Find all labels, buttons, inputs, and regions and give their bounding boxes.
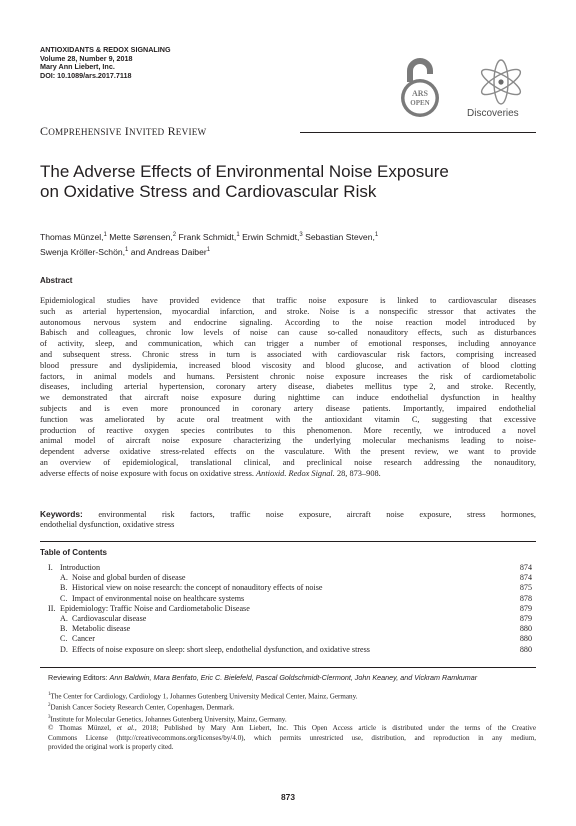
abstract-line: subjects and is even more pronounced in coronary artery disease patients. Importantly, impaired endothelial <box>40 403 536 413</box>
license-notice <box>48 724 536 753</box>
license-line: provided the original work is properly cited. <box>48 743 174 752</box>
toc-item[interactable]: D. Effects of noise exposure on sleep: short sleep, endothelial dysfunction, and oxidative stress 880 <box>60 644 532 654</box>
reviewing-editors <box>48 673 477 682</box>
section-rule <box>300 132 536 133</box>
author: Frank Schmidt,$^1$ <box>178 231 240 242</box>
affiliations <box>48 690 357 724</box>
abstract-line: autonomous nervous system and endocrine signaling. According to the noise reaction model introduced by <box>40 317 536 327</box>
toc-item[interactable]: C. Impact of environmental noise on healthcare systems 878 <box>60 593 532 603</box>
abstract-heading: Abstract <box>40 276 73 285</box>
journal-publisher: Mary Ann Liebert, Inc. <box>40 62 115 72</box>
abstract-line: blood pressure and dyslipidemia, increased blood viscosity and blood glucose, and activation of blood clotting <box>40 360 536 370</box>
discoveries-label: Discoveries <box>467 108 519 119</box>
keywords-line: Keywords: environmental risk factors, traffic noise exposure, aircraft noise exposure, stress hormones, <box>40 509 536 519</box>
journal-name: ANTIOXIDANTS & REDOX SIGNALING <box>40 45 171 54</box>
reviewing-editors-names: Ann Baldwin, Mara Benfato, Eric C. Bielefeld, Pascal Goldschmidt-Clermont, John Keaney, and Vickram Ramkumar <box>109 673 478 682</box>
affiliation: $^1$The Center for Cardiology, Cardiology 1, Johannes Gutenberg University Medical Center, Mainz, Germany. <box>48 692 358 701</box>
abstract-line: of activity, sleep, and communication, which can trigger a number of emotional responses, including annoyance <box>40 339 536 349</box>
author: and Andreas Daiber$^1$ <box>130 246 211 257</box>
abstract-line: diseases, including arterial hypertension, coronary artery disease, diabetes mellitus type 2, and stroke. Recently, <box>40 382 536 392</box>
affiliation: $^2$Danish Cancer Society Research Center, Copenhagen, Denmark. <box>48 703 235 712</box>
abstract-line: we demonstrated that aircraft noise exposure during nighttime can induce endothelial dysfunction in healthy <box>40 393 536 403</box>
author: Sebastian Steven,$^1$ <box>305 231 379 242</box>
affiliation: $^3$Institute for Molecular Genetics, Johannes Gutenberg University, Mainz, Germany. <box>48 714 287 724</box>
keywords-label: Keywords: <box>40 509 83 519</box>
license-line: © Thomas Münzel, et al., 2018; Published by Mary Ann Liebert, Inc. This Open Access article is distributed under the terms of the Creative <box>48 724 536 732</box>
toc-item[interactable]: B. Historical view on noise research: the concept of nonauditory effects of noise 875 <box>60 583 532 593</box>
author: Erwin Schmidt,$^3$ <box>242 231 303 242</box>
toc-item[interactable]: I. Introduction 874 <box>48 563 532 572</box>
toc-item[interactable]: A. Noise and global burden of disease 874 <box>60 573 532 583</box>
author-list <box>40 229 540 259</box>
abstract-line: factors, in animal models and humans. Persistent chronic noise exposure increases the risk of cardiometabolic <box>40 371 536 381</box>
journal-header <box>40 46 171 80</box>
abstract-line: such as arterial hypertension, myocardial infarction, and stroke. Noise is a nonspecific stressor that activates the <box>40 306 536 316</box>
toc-heading: Table of Contents <box>40 548 107 557</box>
abstract-line: production of reactive oxygen species contributes to this phenomenon. More recently, we introduced a novel <box>40 425 536 435</box>
journal-doi: DOI: 10.1089/ars.2017.7118 <box>40 70 132 80</box>
open-access-text-ars: ARS <box>411 89 429 98</box>
abstract-line: Epidemiological studies have provided evidence that traffic noise exposure is linked to cardiovascular diseases <box>40 296 536 305</box>
article-title <box>40 162 540 202</box>
abstract-line: and subsequent stress. Chronic stress in turn is associated with cardiovascular risk factors, comprising increased <box>40 349 536 359</box>
license-line: Commons License (http://creativecommons.org/licenses/by/4.0), which permits unrestricted use, distribution, and reproduction in any medium, <box>48 733 536 742</box>
abstract-line: animal model of aircraft noise exposure characterizing the underlying molecular mechanisms leading to noise- <box>40 436 536 446</box>
section-label: COMPREHENSIVE INVITED REVIEW <box>40 124 207 138</box>
abstract-line: function was ameliorated by acute oral treatment with the antioxidant vitamin C, suggesting that excessive <box>40 414 536 424</box>
title-line-2: on Oxidative Stress and Cardiovascular Risk <box>40 182 377 201</box>
toc-item[interactable]: C. Cancer 880 <box>60 634 532 644</box>
toc-item[interactable]: B. Metabolic disease 880 <box>60 624 532 634</box>
abstract-line: dependent adverse oxidative stress-related effects on the vasculature. With the present review, we want to provide <box>40 447 536 457</box>
keywords <box>40 509 536 531</box>
toc-item[interactable]: A. Cardiovascular disease 879 <box>60 613 532 623</box>
toc-rule-top <box>40 541 536 542</box>
abstract-line: an overview of epidemiological, translational clinical, and preclinical noise research addressing the nonauditory, <box>40 457 536 467</box>
toc-rule-bottom <box>40 667 536 668</box>
citation-journal: Antioxid. Redox Signal. <box>256 468 335 478</box>
table-of-contents <box>40 563 536 655</box>
author: Thomas Münzel,$^1$ <box>40 231 107 242</box>
open-access-lock-icon <box>398 54 442 120</box>
author: Swenja Kröller-Schön,$^1$ <box>40 246 129 257</box>
abstract-line: Babisch and colleagues, chronic low levels of noise can cause so-called nonauditory effects, such as disturbances <box>40 328 536 338</box>
abstract-body <box>40 296 536 480</box>
author: Mette Sørensen,$^2$ <box>109 231 177 242</box>
reviewing-editors-label: Reviewing Editors: <box>48 673 108 682</box>
journal-volume: Volume 28, Number 9, 2018 <box>40 53 133 63</box>
toc-item[interactable]: II. Epidemiology: Traffic Noise and Cardiometabolic Disease 879 <box>48 603 532 613</box>
open-access-text-open: OPEN <box>410 99 430 107</box>
keywords-line: endothelial dysfunction, oxidative stress <box>40 519 175 529</box>
abstract-last-line: adverse effects of noise exposure with focus on oxidative stress. Antioxid. Redox Signal. 28, 873–908. <box>40 468 381 478</box>
title-line-1: The Adverse Effects of Environmental Noise Exposure <box>40 162 449 181</box>
page-number: 873 <box>281 792 295 802</box>
